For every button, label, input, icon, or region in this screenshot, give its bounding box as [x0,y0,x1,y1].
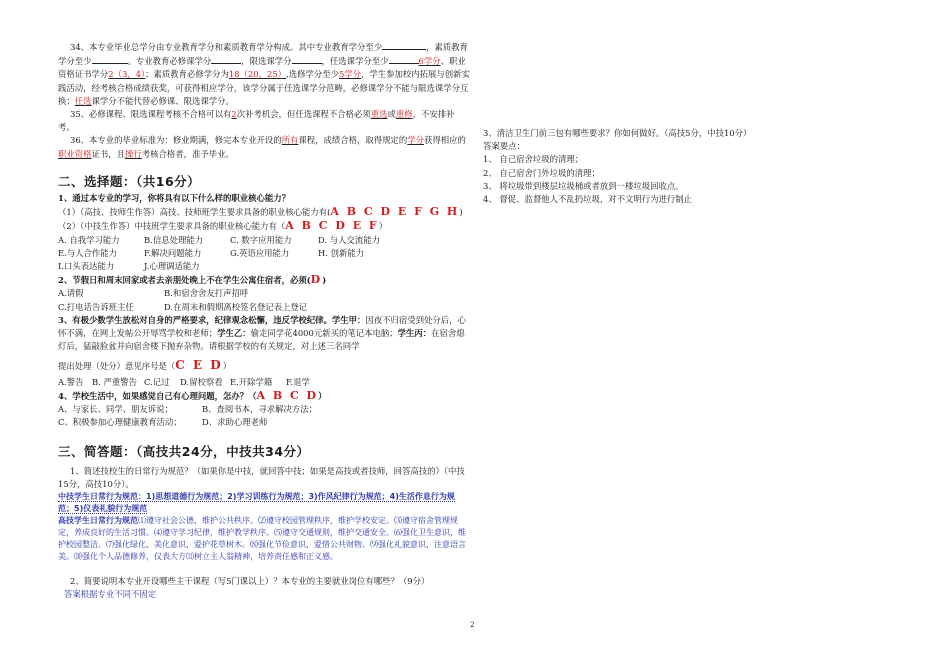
q35-text: 35、必修课程、限选课程考核不合格可以有 [70,109,232,120]
q35-answer-3: 重修 [395,109,413,120]
answer-point: 3、 将垃圾带到楼层垃圾桶或者放到一楼垃圾回收点。 [483,180,684,191]
choice-q2-title [58,273,470,287]
q34-answer-1: 6学分 [418,56,441,67]
option: A. 自我学习能力 [58,234,120,245]
option: C. 数字应用能力 [230,234,292,245]
choice-q3-student: 学生乙： [217,328,251,339]
short-q2-title: 2、简要说明本专业开设哪些主干课程（写5门课以上）？本专业的主要就业岗位有哪些？（9分） [70,576,430,587]
q34-blank-3 [211,54,241,64]
q36-text: 考核合格者，准予毕业。 [141,148,234,159]
choice-q1-answer-1: A B C D E F G H [330,205,460,219]
short-q1-title: 1、简述技校生的日常行为规范？（如果你是中技，就回答中技；如果是高技或者技师，回答高技的）（中技15分，高技10分）。 [58,465,465,489]
option: B. 严重警告 [92,376,137,387]
high-label: 高技学生日常行为规范 [58,516,138,526]
q34-text: 34、本专业毕业总学分由专业教育学分和素质教育学分构成。其中专业教育学分至少 [70,42,383,52]
choice-q3-text: 3、有极少数学生放松对自身的严格要求，纪律观念松懈，违反学校纪律。 [58,314,332,325]
option: D.在周末和假期离校签名登记表上登记 [164,301,308,312]
q34-text: 课学分不能代替必修课、限选课学分。 [91,95,234,106]
q36-text: 课程，成绩合格，取得规定的 [298,135,408,146]
option: A.请假 [58,288,84,299]
left-column [58,40,470,600]
q34-blank-4 [292,54,322,64]
choice-q2-options-row [58,301,470,314]
choice-q1-options-row [58,260,470,273]
choice-q1-title: 1、通过本专业的学习，你将具有以下什么样的职业核心能力？ [58,193,290,204]
q34-answer-3: 18（20，25） [228,69,287,80]
high-text: ⑴遵守社会公德，维护公共秩序。⑵遵守校园管理秩序，维护学校安定。⑶遵守宿舍管理规定，养成良好的生活习惯。⑷遵守学习纪律，维护教学秩序。⑸遵守交通规则，维护交通安全。⑹强化卫生意识，维护校园整洁。⑺强化绿化、美化意识，爱护花草树木。⑻强化节俭意识，爱惜公共财物。⑼强化礼貌意识，注意语言美。⑽强化个人品德修养，仪表大方⑾树立主人翁精神，培养责任感和正义感。 [58,516,466,562]
choice-q1-sub2-end: ） [378,221,388,232]
q34-text: ，学生参加校内拓展与创新实践活动，经考核合格成绩获奖，可获得相应学分，该学分属于任选课学分范畴，必修课学分不能与限选课学分互换； [58,69,470,106]
choice-q1-sub2 [58,219,470,233]
choice-q3-body [58,314,470,354]
q36-answer-2: 学分 [407,135,425,146]
choice-q2-title-end: ) [322,275,327,286]
choice-q4-title-end: ） [318,390,327,401]
q36-text: 证书，且 [91,148,125,159]
q36-answer-3: 职业资格 [58,148,92,159]
option: D、求助心理老师 [202,417,268,428]
short-q2-answer: 答案根据专业不同不固定 [64,589,157,600]
choice-q1-options-row [58,247,470,260]
option: C.打电话告诉班主任 [58,301,134,312]
q36-text: 36、本专业的毕业标准为：修业期满，修完本专业开设的 [70,135,282,146]
option: G.英语应用能力 [230,247,290,258]
q35-answer-1: 2 [231,109,237,120]
option: D. 与人交流能力 [318,234,380,245]
option: E.与人合作能力 [58,247,118,258]
option: I.口头表达能力 [58,261,115,272]
answer-point: 1、 自己宿舍垃圾的清理； [483,154,584,165]
section-choice-heading: 二、选择题：（共16分） [58,173,201,189]
choice-q2-options-row [58,287,470,300]
q34-text: ，任选课学分至少 [321,56,389,67]
right-column [483,127,813,206]
choice-q1-answer-2: A B C D E F [285,219,379,233]
option: B.信息处理能力 [144,234,204,245]
option: J.心理调适能力 [144,261,200,272]
option: C、积极参加心理健康教育活动； [58,417,182,428]
option: E.开除学籍 [230,376,273,387]
choice-q2-title-text: 2、节假日和周末回家或者去亲朋处晚上不在学生公寓住宿者，必须( [58,275,311,286]
option: B、查阅书本，寻求解决方法； [202,404,318,415]
choice-q3-prompt [58,359,470,373]
choice-q1-sub1 [58,205,470,219]
choice-q1-sub1-end: ) [459,207,463,218]
q34-text: 。专业教育必修课学分 [127,56,212,67]
q35-text: 或 [387,109,396,120]
q36-answer-1: 所有 [281,135,299,146]
choice-q3-student: 学生甲： [331,314,366,325]
option: H. 创新能力 [318,247,365,258]
choice-q1-sub1-text: （1）（高技、技师生作答）高技、技师班学生要求具备的职业核心能力有( [58,207,331,218]
q34-answer-2: 2（3，4） [108,69,146,80]
q34-answer-4: 5学分 [338,69,362,80]
q35-answer-2: 重选 [370,109,388,120]
short-q3-title: 3、清洁卫生门前三包有哪些要求？你如何做好。（高技5分，中技10分） [483,128,752,138]
answer-point: 2、 自己宿舍门外垃圾的清理； [483,167,600,178]
choice-q4-options-row [58,416,470,429]
option: F.退学 [286,376,310,387]
choice-q1-sub2-text: （2）（中技生作答）中技班学生要求具备的职业核心能力有（ [58,221,286,232]
choice-q3-answer: C E D [175,358,223,373]
option: A.警告 [58,376,84,387]
question-34 [58,40,470,108]
mid-label: 中技学生日常行为规范： [58,492,146,502]
choice-q3-text: 偷走同学花4000元新买的笔记本电脑； [250,328,398,339]
q35-text: ，不安排补考。 [58,109,455,133]
mid-text: 1)思想道德行为规范；2)学习训练行为规范；3)作风纪律行为规范；4)生活作息行为规范；5)仪表礼貌行为规范 [58,492,455,514]
choice-q3-student: 学生丙： [397,328,432,339]
section-short-heading: 三、简答题：（高技共24分，中技共34分） [58,444,310,460]
q34-text: ，限选课学分 [241,56,292,67]
choice-q4-answer: A B C D [256,388,319,402]
q34-blank-1 [382,40,426,50]
q34-blank-5 [389,54,419,64]
option: C.记过 [144,376,170,387]
choice-q3-text: 因夜不归宿受到处分后，心怀不满，在网上发帖公开辱骂学校和老师； [58,314,466,339]
q36-text: 获得相应的 [424,135,466,146]
short-q1-mid-answer [58,491,470,515]
q34-text: ，素质教育学分至少 [58,42,469,67]
q34-answer-5: 任选 [74,95,92,106]
q34-text: ,选修学分至少 [286,69,339,80]
q36-answer-4: 操行 [125,148,142,159]
choice-q4-title [58,389,470,403]
choice-q1-options-row [58,234,470,247]
page-number: 2 [470,621,475,629]
choice-q4-title-text: 4、学校生活中，如果感觉自己有心理问题，怎办？（ [58,390,257,401]
q34-text: ；素质教育必修学分为 [145,69,229,80]
q34-text: 、职业资格证书学分 [58,56,466,80]
choice-q3-prompt-end: ） [222,361,232,372]
answer-point: 4、 督促、监督他人不乱扔垃圾，对不文明行为进行制止 [483,194,692,205]
q34-blank-2 [92,54,128,64]
choice-q3-options-row [58,376,470,389]
choice-q3-prompt-text: 提出处理（处分）意见序号是（ [58,361,176,372]
option: A、与家长、同学、朋友诉说； [58,404,173,415]
choice-q2-answer: D [310,273,323,287]
answer-points-label: 答案要点： [483,141,525,152]
option: B.和宿舍舍友打声招呼 [164,288,249,299]
q35-text: 次补考机会，但任选课程不合格必须 [236,109,371,120]
short-q1-high-answer [58,515,470,563]
option: D.留校察看 [180,376,223,387]
choice-q3-text: 在宿舍熄灯后，猛敲脸盆并向宿舍楼下抛弃杂物。请根据学校的有关规定，对上述三名同学 [58,328,465,352]
option: F.解决问题能力 [144,247,202,258]
question-36 [58,134,470,160]
question-35 [58,108,470,134]
choice-q4-options-row [58,403,470,416]
